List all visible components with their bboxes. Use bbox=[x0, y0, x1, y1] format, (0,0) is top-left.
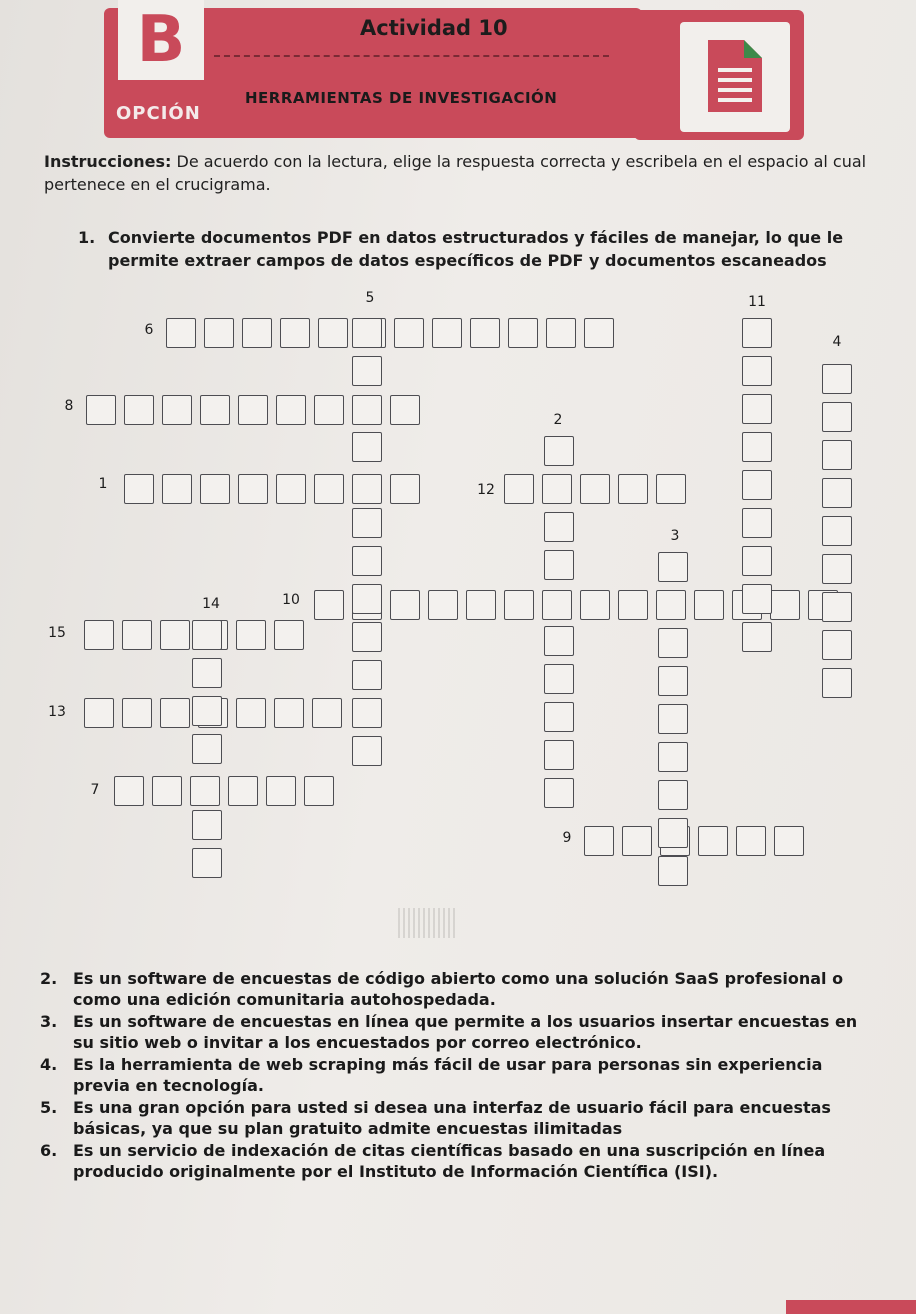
crossword-cell[interactable] bbox=[546, 318, 576, 348]
crossword-cell[interactable] bbox=[658, 818, 688, 848]
crossword-cell[interactable] bbox=[658, 704, 688, 734]
crossword-cell[interactable] bbox=[280, 318, 310, 348]
clue-5-number: 5. bbox=[40, 1098, 58, 1117]
crossword-cell[interactable] bbox=[580, 590, 610, 620]
crossword-cell[interactable] bbox=[122, 698, 152, 728]
scan-artifact bbox=[398, 908, 458, 938]
instructions-text: De acuerdo con la lectura, elige la respuesta correcta y escribela en el espacio al cual pertenece en el crucigrama. bbox=[44, 152, 867, 194]
crossword-cell[interactable] bbox=[162, 395, 192, 425]
crossword-cell[interactable] bbox=[204, 318, 234, 348]
crossword-cell[interactable] bbox=[192, 810, 222, 840]
clue-number-11: 11 bbox=[748, 294, 766, 310]
clue-item-2 bbox=[40, 968, 870, 1010]
crossword-cell[interactable] bbox=[352, 546, 382, 576]
crossword-cell[interactable] bbox=[822, 668, 852, 698]
crossword-cell[interactable] bbox=[352, 318, 382, 348]
crossword-cell[interactable] bbox=[742, 432, 772, 462]
crossword-cell[interactable] bbox=[314, 590, 344, 620]
crossword-cell[interactable] bbox=[822, 630, 852, 660]
clue-item-5 bbox=[40, 1097, 870, 1139]
crossword-cell[interactable] bbox=[770, 590, 800, 620]
crossword-cell[interactable] bbox=[238, 474, 268, 504]
crossword-cell[interactable] bbox=[124, 395, 154, 425]
clue-number-7: 7 bbox=[90, 782, 100, 798]
crossword-cell[interactable] bbox=[162, 474, 192, 504]
clue-number-10: 10 bbox=[282, 592, 300, 608]
crossword-cell[interactable] bbox=[276, 474, 306, 504]
crossword-cell[interactable] bbox=[352, 432, 382, 462]
crossword-cell[interactable] bbox=[698, 826, 728, 856]
crossword-cell[interactable] bbox=[352, 356, 382, 386]
crossword-cell[interactable] bbox=[658, 780, 688, 810]
crossword-cell[interactable] bbox=[544, 740, 574, 770]
crossword-cell[interactable] bbox=[312, 698, 342, 728]
subtitle: HERRAMIENTAS DE INVESTIGACIÓN bbox=[245, 89, 558, 107]
crossword-cell[interactable] bbox=[122, 620, 152, 650]
crossword-cell[interactable] bbox=[152, 776, 182, 806]
crossword-cell[interactable] bbox=[200, 395, 230, 425]
clue-number-12: 12 bbox=[477, 482, 495, 498]
instructions bbox=[44, 150, 884, 196]
crossword-cell[interactable] bbox=[658, 628, 688, 658]
crossword-cell[interactable] bbox=[192, 696, 222, 726]
crossword-cell[interactable] bbox=[124, 474, 154, 504]
crossword-cell[interactable] bbox=[656, 590, 686, 620]
clue-number-13: 13 bbox=[48, 704, 66, 720]
crossword-cell[interactable] bbox=[114, 776, 144, 806]
clue-6-text: Es un servicio de indexación de citas científicas basado en una suscripción en línea producido originalmente por el Instituto de Información Científica (ISI). bbox=[73, 1141, 826, 1181]
crossword-cell[interactable] bbox=[432, 318, 462, 348]
clue-2-number: 2. bbox=[40, 969, 58, 988]
crossword-cell[interactable] bbox=[584, 826, 614, 856]
crossword-cell[interactable] bbox=[304, 776, 334, 806]
activity-title: Actividad 10 bbox=[360, 16, 508, 40]
crossword-cell[interactable] bbox=[236, 620, 266, 650]
crossword-cell[interactable] bbox=[822, 592, 852, 622]
crossword-cell[interactable] bbox=[742, 508, 772, 538]
crossword-cell[interactable] bbox=[352, 474, 382, 504]
crossword-cell[interactable] bbox=[466, 590, 496, 620]
clue-number-6: 6 bbox=[144, 322, 154, 338]
crossword-cell[interactable] bbox=[352, 395, 382, 425]
logo-letter: B bbox=[136, 3, 186, 77]
clue-3-number: 3. bbox=[40, 1012, 58, 1031]
crossword-cell[interactable] bbox=[544, 664, 574, 694]
clue-number-14: 14 bbox=[202, 596, 220, 612]
crossword-cell[interactable] bbox=[774, 826, 804, 856]
crossword-cell[interactable] bbox=[544, 702, 574, 732]
crossword-cell[interactable] bbox=[352, 584, 382, 614]
crossword-cell[interactable] bbox=[352, 736, 382, 766]
clues-list bbox=[40, 968, 870, 1183]
crossword-cell[interactable] bbox=[394, 318, 424, 348]
crossword-cell[interactable] bbox=[544, 626, 574, 656]
crossword-cell[interactable] bbox=[352, 508, 382, 538]
crossword-cell[interactable] bbox=[236, 698, 266, 728]
crossword-cell[interactable] bbox=[618, 590, 648, 620]
crossword-cell[interactable] bbox=[470, 318, 500, 348]
crossword-cell[interactable] bbox=[428, 590, 458, 620]
crossword-cell[interactable] bbox=[618, 474, 648, 504]
crossword-cell[interactable] bbox=[584, 318, 614, 348]
crossword-cell[interactable] bbox=[742, 356, 772, 386]
crossword-cell[interactable] bbox=[658, 666, 688, 696]
crossword-cell[interactable] bbox=[508, 318, 538, 348]
crossword-cell[interactable] bbox=[822, 440, 852, 470]
crossword-cell[interactable] bbox=[736, 826, 766, 856]
crossword-cell[interactable] bbox=[658, 552, 688, 582]
crossword-cell[interactable] bbox=[160, 620, 190, 650]
crossword-cell[interactable] bbox=[192, 658, 222, 688]
instructions-label: Instrucciones: bbox=[44, 152, 172, 171]
crossword-cell[interactable] bbox=[160, 698, 190, 728]
crossword-cell[interactable] bbox=[352, 698, 382, 728]
crossword-cell[interactable] bbox=[200, 474, 230, 504]
crossword-cell[interactable] bbox=[318, 318, 348, 348]
crossword-cell[interactable] bbox=[544, 512, 574, 542]
crossword-cell[interactable] bbox=[192, 734, 222, 764]
clue-3-text: Es un software de encuestas en línea que permite a los usuarios insertar encuestas en su sitio web o invitar a los encuestados por correo electrónico. bbox=[73, 1012, 858, 1052]
crossword-cell[interactable] bbox=[658, 856, 688, 886]
clue-4-text: Es la herramienta de web scraping más fácil de usar para personas sin experiencia previa en tecnología. bbox=[73, 1055, 823, 1095]
crossword-cell[interactable] bbox=[276, 395, 306, 425]
crossword-cell[interactable] bbox=[84, 698, 114, 728]
clue-6-number: 6. bbox=[40, 1141, 58, 1160]
question-1-text: Convierte documentos PDF en datos estructurados y fáciles de manejar, lo que le permite extraer campos de datos específicos de PDF y documentos escaneados bbox=[108, 228, 844, 270]
crossword-cell[interactable] bbox=[822, 402, 852, 432]
crossword-cell[interactable] bbox=[622, 826, 652, 856]
crossword-cell[interactable] bbox=[228, 776, 258, 806]
crossword-cell[interactable] bbox=[390, 474, 420, 504]
crossword-cell[interactable] bbox=[314, 395, 344, 425]
crossword-cell[interactable] bbox=[822, 364, 852, 394]
clue-number-3: 3 bbox=[670, 528, 680, 544]
crossword-cell[interactable] bbox=[238, 395, 268, 425]
crossword-cell[interactable] bbox=[242, 318, 272, 348]
bottom-strip bbox=[786, 1300, 916, 1314]
crossword-cell[interactable] bbox=[352, 660, 382, 690]
crossword-cell[interactable] bbox=[192, 848, 222, 878]
crossword-cell[interactable] bbox=[504, 590, 534, 620]
crossword-cell[interactable] bbox=[274, 620, 304, 650]
crossword-cell[interactable] bbox=[352, 622, 382, 652]
crossword-cell[interactable] bbox=[544, 778, 574, 808]
crossword-cell[interactable] bbox=[822, 554, 852, 584]
clue-number-2: 2 bbox=[553, 412, 563, 428]
crossword-cell[interactable] bbox=[544, 550, 574, 580]
document-icon bbox=[704, 36, 766, 116]
clue-4-number: 4. bbox=[40, 1055, 58, 1074]
crossword-cell[interactable] bbox=[86, 395, 116, 425]
crossword-cell[interactable] bbox=[656, 474, 686, 504]
clue-number-9: 9 bbox=[562, 830, 572, 846]
question-1 bbox=[78, 226, 878, 272]
crossword-cell[interactable] bbox=[542, 590, 572, 620]
clue-number-1: 1 bbox=[98, 476, 108, 492]
logo-box bbox=[118, 0, 204, 80]
clue-number-4: 4 bbox=[832, 334, 842, 350]
crossword-cell[interactable] bbox=[274, 698, 304, 728]
clue-number-5: 5 bbox=[365, 290, 375, 306]
crossword-cell[interactable] bbox=[544, 436, 574, 466]
crossword-cell[interactable] bbox=[190, 776, 220, 806]
option-label: OPCIÓN bbox=[116, 103, 201, 124]
clue-2-text: Es un software de encuestas de código abierto como una solución SaaS profesional o como una edición comunitaria autohospedada. bbox=[73, 969, 844, 1009]
crossword-cell[interactable] bbox=[390, 590, 420, 620]
question-1-number: 1. bbox=[78, 228, 96, 247]
crossword-cell[interactable] bbox=[166, 318, 196, 348]
crossword-cell[interactable] bbox=[580, 474, 610, 504]
crossword-cell[interactable] bbox=[266, 776, 296, 806]
crossword-cell[interactable] bbox=[742, 622, 772, 652]
crossword-cell[interactable] bbox=[742, 546, 772, 576]
crossword-cell[interactable] bbox=[742, 318, 772, 348]
crossword-cell[interactable] bbox=[742, 470, 772, 500]
clue-number-8: 8 bbox=[64, 398, 74, 414]
crossword-cell[interactable] bbox=[390, 395, 420, 425]
crossword-cell[interactable] bbox=[742, 584, 772, 614]
clue-item-3 bbox=[40, 1011, 870, 1053]
crossword-cell[interactable] bbox=[742, 394, 772, 424]
crossword-cell[interactable] bbox=[84, 620, 114, 650]
crossword-cell[interactable] bbox=[694, 590, 724, 620]
clue-item-4 bbox=[40, 1054, 870, 1096]
clue-number-15: 15 bbox=[48, 625, 66, 641]
crossword-cell[interactable] bbox=[822, 478, 852, 508]
header-divider bbox=[214, 55, 609, 57]
crossword-cell[interactable] bbox=[314, 474, 344, 504]
crossword-cell[interactable] bbox=[822, 516, 852, 546]
crossword-cell[interactable] bbox=[504, 474, 534, 504]
clue-item-6 bbox=[40, 1140, 870, 1182]
clue-5-text: Es una gran opción para usted si desea una interfaz de usuario fácil para encuestas básicas, ya que su plan gratuito admite encuestas ilimitadas bbox=[73, 1098, 831, 1138]
crossword-cell[interactable] bbox=[192, 620, 222, 650]
crossword-cell[interactable] bbox=[542, 474, 572, 504]
crossword-cell[interactable] bbox=[658, 742, 688, 772]
